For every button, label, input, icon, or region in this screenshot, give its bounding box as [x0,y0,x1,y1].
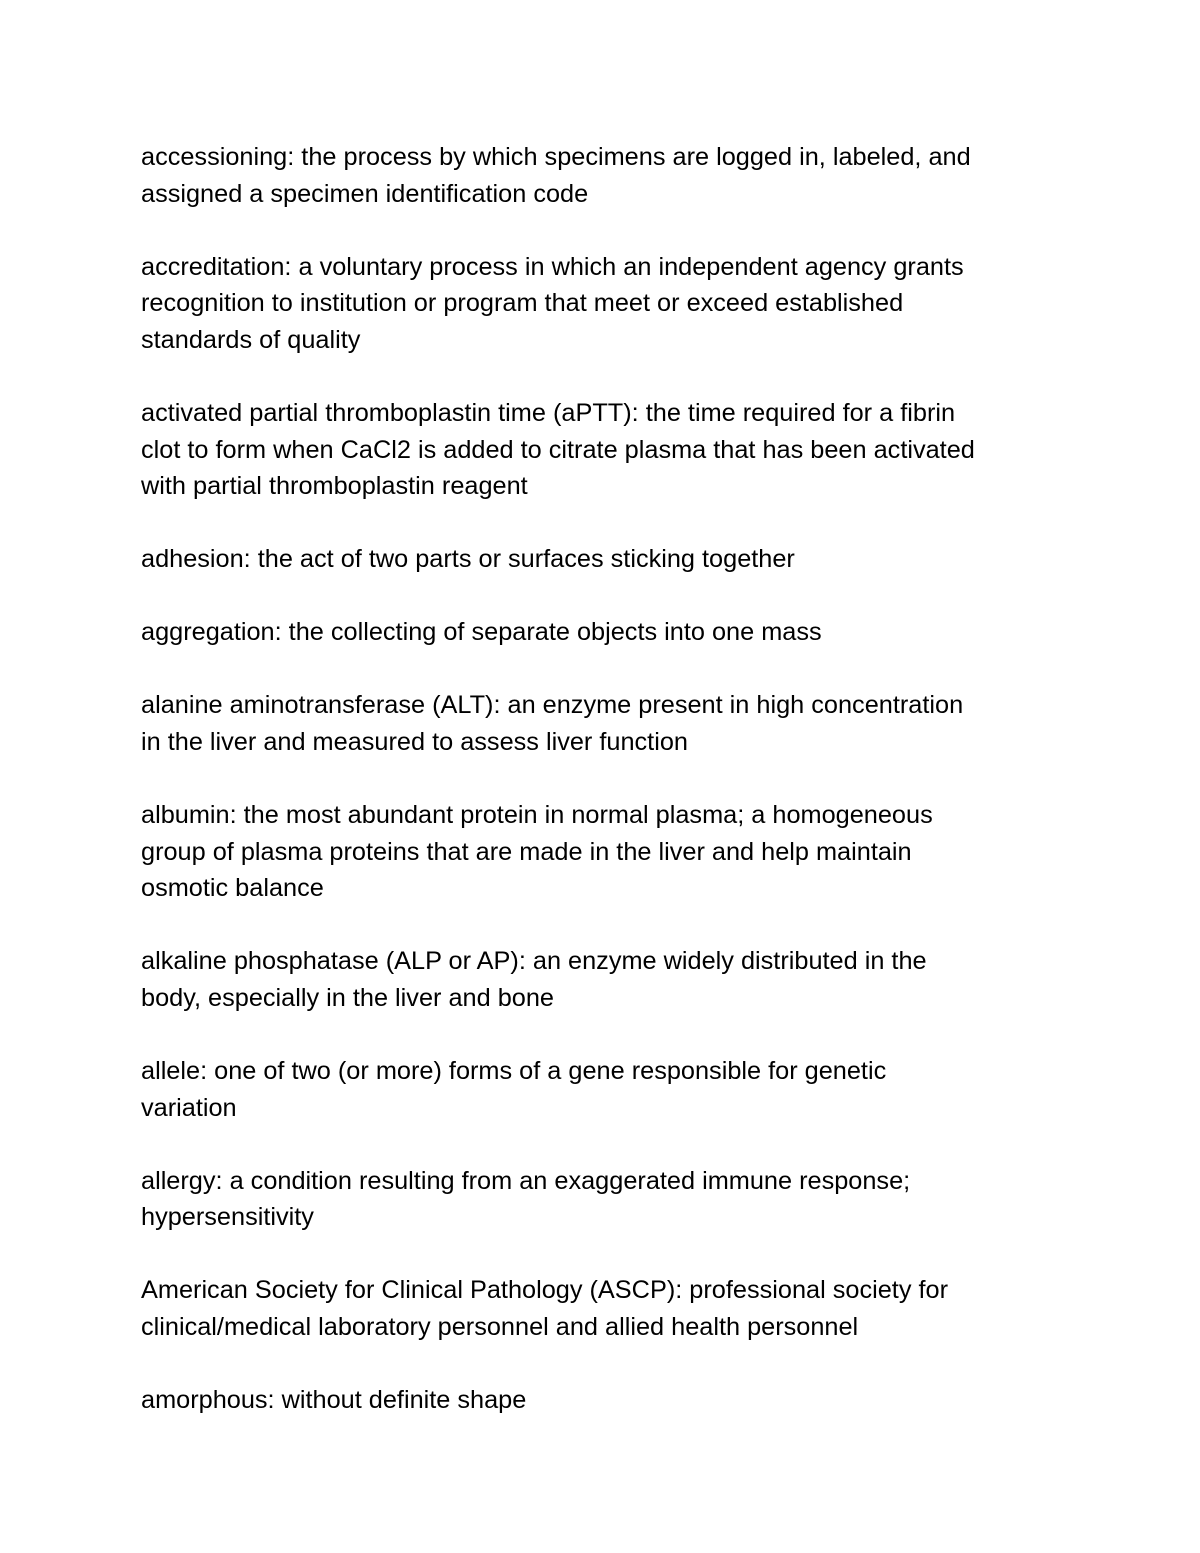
glossary-entry: albumin: the most abundant protein in normal plasma; a homogeneous group of plasma proteins that are made in the liver and help maintain osmotic balance [141,801,933,903]
glossary-entry: allele: one of two (or more) forms of a gene responsible for genetic variation [141,1057,887,1122]
glossary-entry: activated partial thromboplastin time (aPTT): the time required for a fibrin clot to form when CaCl2 is added to citrate plasma that has been activated with partial thromboplastin reagent [141,398,975,501]
glossary-list [141,139,1061,1455]
glossary-entry: amorphous: without definite shape [141,1386,527,1415]
glossary-entry: alanine aminotransferase (ALT): an enzyme present in high concentration in the liver and measured to assess liver function [141,691,964,757]
glossary-entry: American Society for Clinical Pathology (ASCP): professional society for clinical/medical laboratory personnel and allied health personnel [141,1276,949,1342]
glossary-entry: alkaline phosphatase (ALP or AP): an enzyme widely distributed in the body, especially in the liver and bone [141,947,927,1012]
glossary-entry: accessioning: the process by which specimens are logged in, labeled, and assigned a specimen identification code [141,143,971,208]
glossary-entry: adhesion: the act of two parts or surfaces sticking together [141,545,795,574]
glossary-entry: aggregation: the collecting of separate objects into one mass [141,618,822,647]
glossary-entry: allergy: a condition resulting from an exaggerated immune response; hypersensitivity [141,1166,911,1232]
glossary-entry: accreditation: a voluntary process in which an independent agency grants recognition to institution or program that meet or exceed established standards of quality [141,252,964,354]
